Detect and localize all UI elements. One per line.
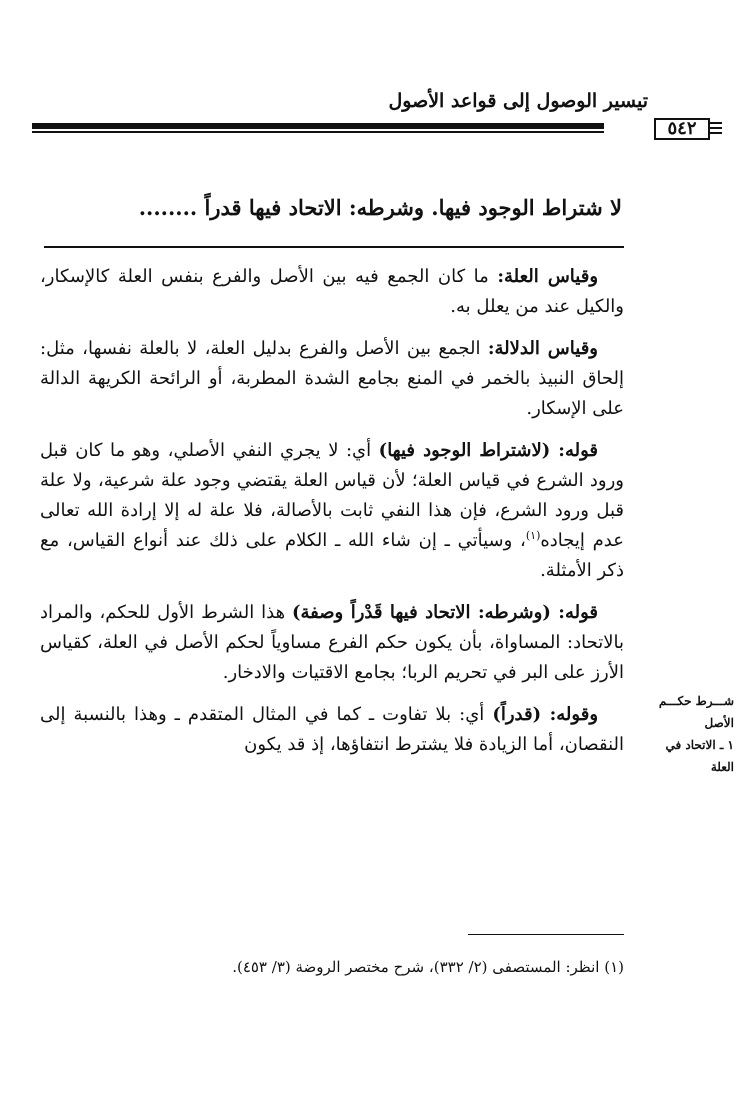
paragraph-text: هذا الشرط الأول للحكم، والمراد بالاتحاد: المساواة، بأن يكون حكم الفرع مساوياً لحكم الأصل في العلة، كقياس الأرز على البر في تحريم الربا؛ بجامع الاقتيات والادخار. — [40, 602, 624, 683]
paragraph-ishtirat-wujud — [40, 436, 624, 586]
paragraph-lead: وقياس العلة: — [497, 266, 599, 287]
paragraph-lead: قوله: (وشرطه: الاتحاد فيها قَدْراً وصفة) — [291, 602, 598, 623]
running-title: تيسير الوصول إلى قواعد الأصول — [388, 90, 648, 112]
footnote-separator — [468, 934, 624, 935]
footnote-number: (١) — [604, 958, 624, 976]
footnote-marker[interactable]: (١) — [525, 529, 541, 542]
header-rule-thick — [32, 123, 604, 129]
paragraph-lead: وقياس الدلالة: — [487, 338, 598, 359]
matn-line: لا شتراط الوجود فيها. وشرطه: الاتحاد فيها قدراً — [204, 195, 622, 220]
commentary-body — [40, 262, 624, 772]
paragraph-qiyas-dalala — [40, 334, 624, 424]
matn-separator — [44, 246, 624, 248]
paragraph-shart-ittihad — [40, 598, 624, 688]
paragraph-text-after: ، وسيأتي ـ إن شاء الله ـ الكلام على ذلك عند أنواع القياس، مع ذكر الأمثلة. — [40, 530, 624, 581]
margin-note — [630, 690, 734, 778]
margin-note-line: الأصل — [704, 716, 734, 730]
matn-dots: ........ — [138, 195, 198, 220]
paragraph-text: أي: بلا تفاوت ـ كما في المثال المتقدم ـ وهذا بالنسبة إلى النقصان، أما الزيادة فلا يشترط انتفاؤها، إذ قد يكون — [40, 704, 624, 755]
paragraph-text: أي: لا يجري النفي الأصلي، وهو ما كان قبل ورود الشرع في قياس العلة؛ لأن قياس العلة يقتضي وجود علة شرعية، ولا علة قبل ورود الشرع، فإن هذا النفي ثابت بالأصالة، فلا علة له إلا إرادة الله تعالى عدم إيجاده — [40, 440, 624, 551]
margin-note-line: العلة — [710, 760, 734, 774]
paragraph-qiyas-illa — [40, 262, 624, 322]
matn-text — [82, 195, 622, 220]
footnote-text: انظر: المستصفى (٢/ ٣٣٢)، شرح مختصر الروضة (٣/ ٤٥٣). — [232, 958, 600, 976]
footnote — [104, 958, 624, 976]
paragraph-lead: قوله: (لاشتراط الوجود فيها) — [378, 440, 598, 461]
paragraph-text: ما كان الجمع فيه بين الأصل والفرع بنفس العلة كالإسكار، والكيل عند من يعلل به. — [40, 266, 624, 317]
margin-note-line: شـــرط حكـــم — [658, 694, 734, 708]
header-rule-thin — [32, 131, 604, 133]
page-number: ٥٤٢ — [654, 118, 710, 140]
margin-note-line: ١ ـ الاتحاد في — [665, 738, 734, 752]
paragraph-qadran — [40, 700, 624, 760]
paragraph-lead: وقوله: (قدراً) — [492, 704, 599, 725]
paragraph-text: الجمع بين الأصل والفرع بدليل العلة، لا بالعلة نفسها، مثل: إلحاق النبيذ بالخمر في المنع بجامع الشدة المطربة، أو الرائحة الكريهة الدالة على الإسكار. — [40, 338, 624, 419]
